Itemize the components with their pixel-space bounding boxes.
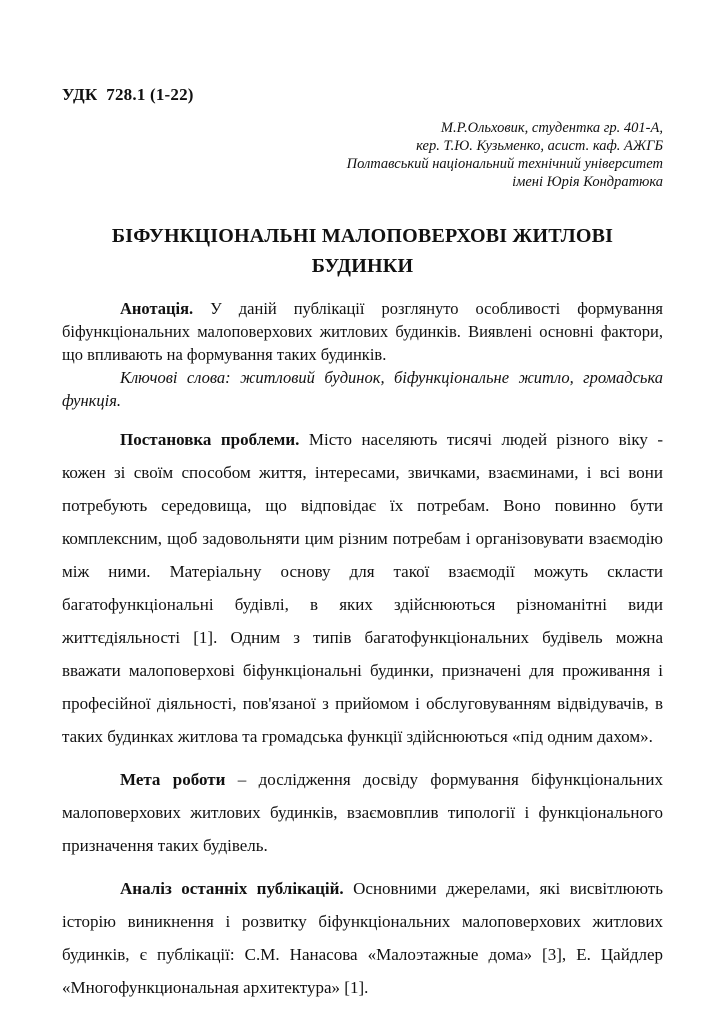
author-affiliation-block (62, 119, 663, 191)
section-text: Місто населяють тисячі людей різного віку - кожен зі своїм способом життя, інтересами, звичками, взаєминами, і всі вони потребують середовища, що відповідає їх потребам. Воно повинно бути комплексним, щоб задовольняти цим різним потребам і організовувати взаємодію між ними. Матеріальну основу для такої взаємодії можуть скласти багатофункціональні будівлі, в яких здійснюються різноманітні види життєдіяльності [1]. Одним з типів багатофункціональних будівель можна вважати малоповерхові біфункціональні будинки, призначені для проживання і професійної діяльності, пов'язаної з прийомом і обслуговуванням відвідувачів, в таких будинках житлова та громадська функції здійснюються «під одним дахом». (62, 430, 663, 746)
institution-line: Полтавський національний технічний університет (346, 156, 663, 172)
supervisor-line: кер. Т.Ю. Кузьменко, асист. каф. АЖГБ (416, 138, 663, 154)
section-publication-analysis (62, 872, 663, 1004)
author-line: М.Р.Ольховик, студентка гр. 401-А, (440, 120, 663, 136)
page-title: БІФУНКЦІОНАЛЬНІ МАЛОПОВЕРХОВІ ЖИТЛОВІ БУДИНКИ (111, 225, 614, 277)
section-heading: Аналіз останніх публікацій. (120, 879, 344, 898)
abstract-paragraph (62, 297, 663, 366)
section-work-goal (62, 763, 663, 862)
section-heading: Постановка проблеми. (120, 430, 300, 449)
institution-line-2: імені Юрія Кондратюка (512, 174, 663, 190)
abstract-heading: Анотація. (120, 299, 194, 318)
abstract-text: У даній публікації розглянуто особливості формування біфункціональних малоповерхових житлових будинків. Виявлені основні фактори, що впливають на формування таких будинків. (62, 299, 663, 364)
section-text: Основними джерелами, які висвітлюють історію виникнення і розвитку біфункціональних малоповерхових житлових будинків, є публікації: С.М. Нанасова «Малоэтажные дома» [3], Е. Цайдлер «Многофункциональная архитектура» [1]. (62, 879, 663, 997)
section-problem-statement (62, 423, 663, 753)
section-text: – дослідження досвіду формування біфункціональних малоповерхових житлових будинків, взаємовплив типології і функціонального призначення таких будівель. (62, 770, 664, 855)
keywords-line: Ключові слова: житловий будинок, біфункціональне житло, громадська функція. (62, 368, 663, 410)
section-heading: Мета роботи (120, 770, 226, 789)
udc-code: УДК 728.1 (1-22) (62, 85, 194, 104)
